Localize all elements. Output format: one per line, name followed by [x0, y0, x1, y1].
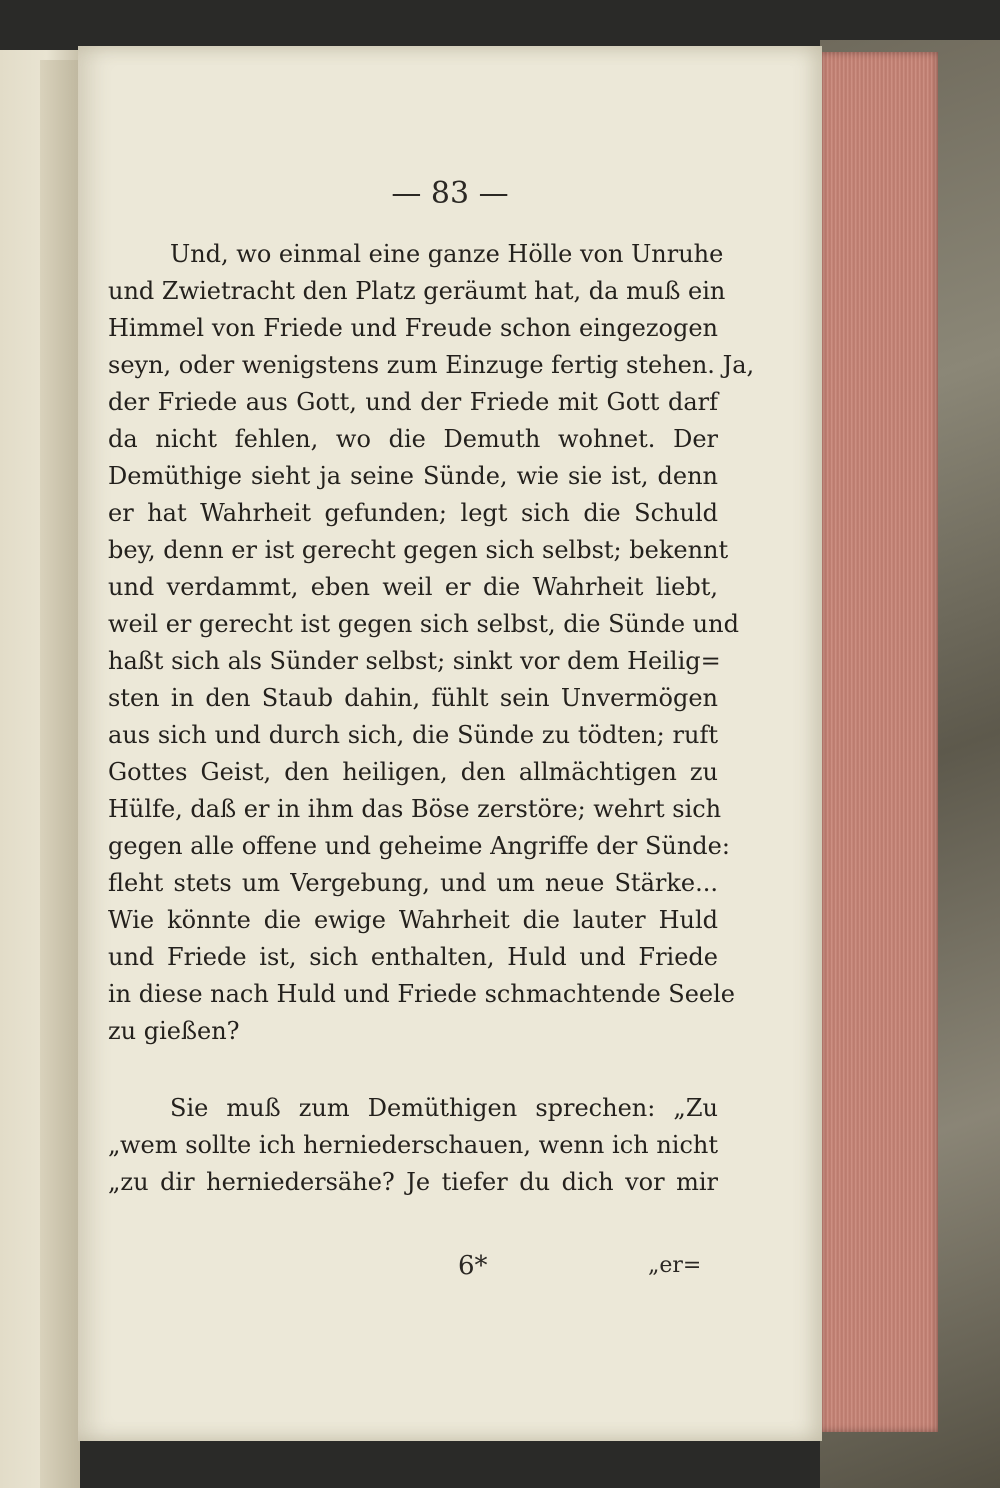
text-line: Wie könnte die ewige Wahrheit die lauter Huld	[108, 906, 718, 934]
text-line: Hülfe, daß er in ihm das Böse zerstöre; wehrt sich	[108, 795, 722, 823]
text-line: der Friede aus Gott, und der Friede mit Gott darf	[108, 388, 718, 416]
page-number: — 83 —	[391, 176, 509, 211]
text-line: da nicht fehlen, wo die Demuth wohnet. Der	[108, 425, 718, 453]
text-line: bey, denn er ist gerecht gegen sich selbst; bekennt	[108, 536, 729, 564]
text-line: „zu dir herniedersähe? Je tiefer du dich vor mir	[108, 1168, 718, 1196]
text-line: Sie muß zum Demüthigen sprechen: „Zu	[170, 1094, 718, 1122]
paragraph-gap	[108, 1050, 718, 1090]
text-line: „wem sollte ich herniederschauen, wenn ich nicht	[108, 1131, 718, 1159]
body-text	[108, 236, 755, 1201]
catchword: „er=	[648, 1253, 702, 1278]
text-line: und Zwietracht den Platz geräumt hat, da muß ein	[108, 277, 726, 305]
text-line: und verdammt, eben weil er die Wahrheit liebt,	[108, 573, 718, 601]
page-edges	[820, 52, 938, 1432]
text-line: Gottes Geist, den heiligen, den allmächtigen zu	[108, 758, 718, 786]
page-footer	[78, 1251, 822, 1291]
text-line: und Friede ist, sich enthalten, Huld und Friede	[108, 943, 718, 971]
text-line: sten in den Staub dahin, fühlt sein Unvermögen	[108, 684, 718, 712]
text-line: seyn, oder wenigstens zum Einzuge fertig stehen. Ja,	[108, 351, 755, 379]
text-line: weil er gerecht ist gegen sich selbst, die Sünde und	[108, 610, 739, 638]
text-line: haßt sich als Sünder selbst; sinkt vor dem Heilig=	[108, 647, 721, 675]
text-line: er hat Wahrheit gefunden; legt sich die Schuld	[108, 499, 718, 527]
text-line: gegen alle offene und geheime Angriffe der Sünde:	[108, 832, 730, 860]
book-page	[78, 46, 822, 1441]
signature-mark: 6*	[458, 1251, 488, 1281]
text-line: Demüthige sieht ja seine Sünde, wie sie ist, denn	[108, 462, 718, 490]
facing-page-edge	[40, 60, 80, 1488]
text-line: zu gießen?	[108, 1017, 240, 1045]
text-line: Himmel von Friede und Freude schon eingezogen	[108, 314, 718, 342]
text-line: aus sich und durch sich, die Sünde zu tödten; ruft	[108, 721, 718, 749]
text-line: Und, wo einmal eine ganze Hölle von Unruhe	[170, 240, 724, 268]
text-line: fleht stets um Vergebung, und um neue Stärke...	[108, 869, 718, 897]
text-line: in diese nach Huld und Friede schmachtende Seele	[108, 980, 736, 1008]
